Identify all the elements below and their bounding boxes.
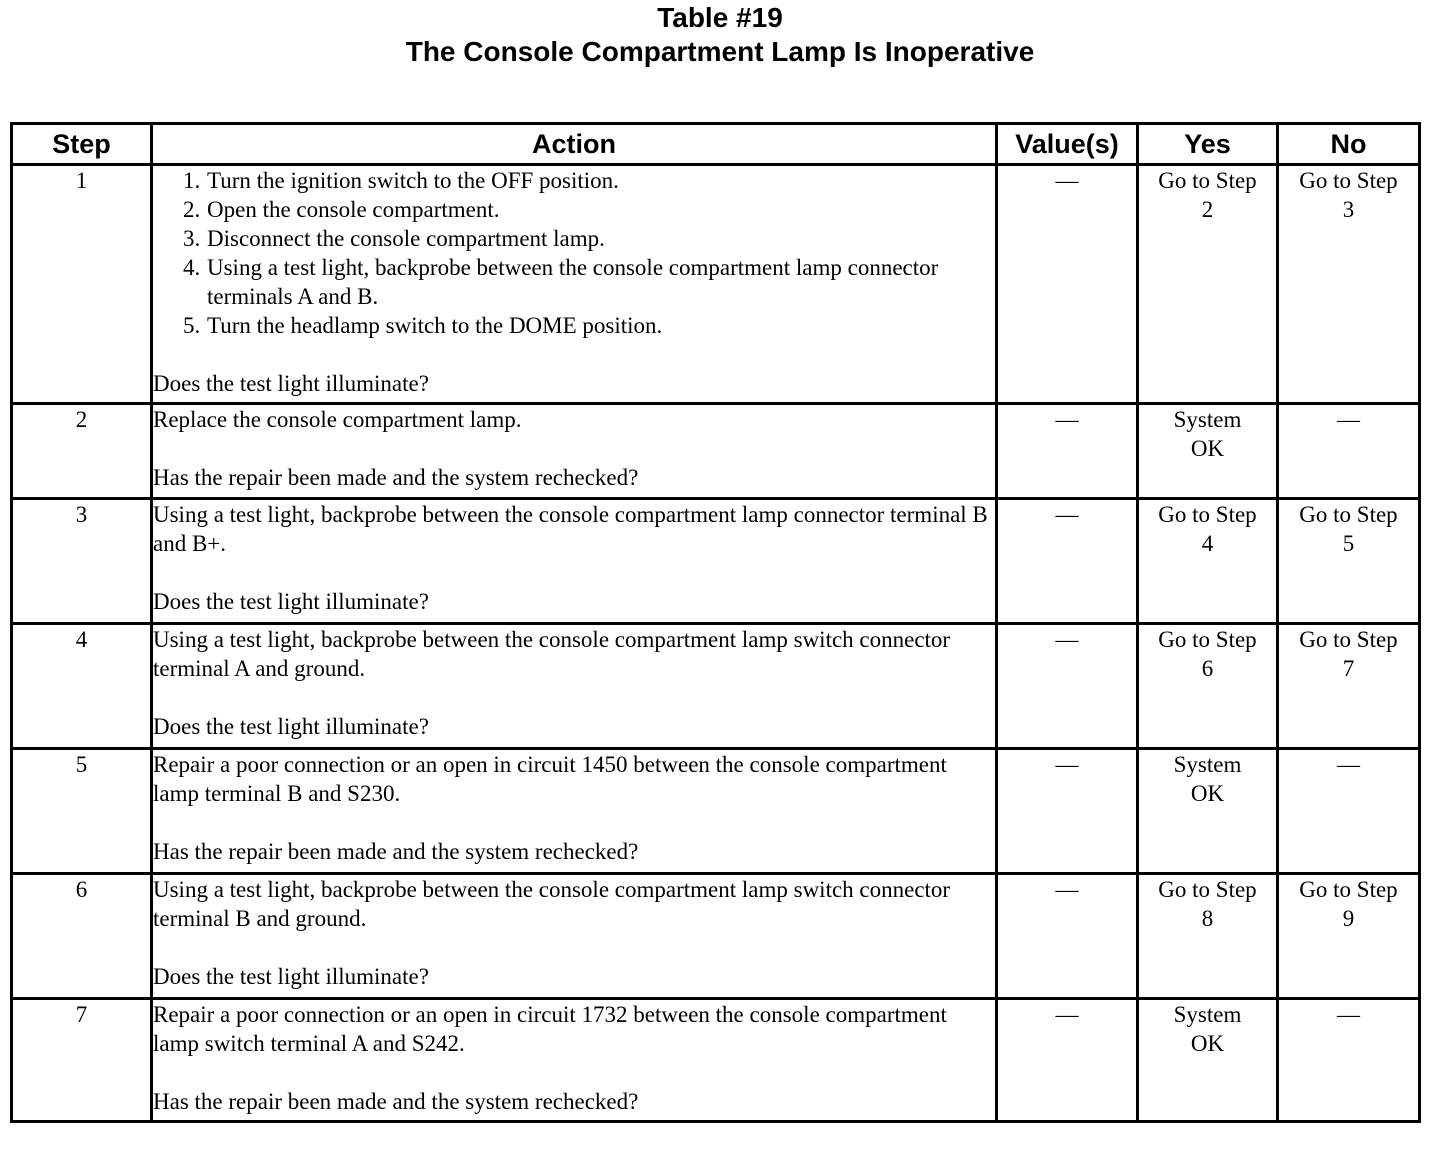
no-line: Go to Step (1299, 877, 1398, 902)
table-row (12, 999, 1420, 1122)
diagnostic-table (10, 122, 1421, 1123)
no-cell (1278, 404, 1420, 499)
no-cell (1278, 874, 1420, 999)
yes-line: System (1173, 1002, 1242, 1027)
action-cell (152, 404, 997, 499)
no-line: — (1337, 1002, 1360, 1027)
step-number: 3 (12, 499, 152, 624)
no-line: — (1337, 407, 1360, 432)
action-question: Does the test light illuminate? (153, 964, 429, 989)
no-line: 5 (1342, 531, 1355, 556)
value-cell: — (997, 404, 1138, 499)
yes-line: 6 (1201, 656, 1214, 681)
no-line: 9 (1342, 906, 1355, 931)
step-number: 1 (12, 165, 152, 404)
action-text: Using a test light, backprobe between the console compartment lamp switch connector terminal B and ground. (153, 877, 951, 931)
value-cell: — (997, 165, 1138, 404)
action-question: Does the test light illuminate? (153, 371, 429, 396)
action-text: Using a test light, backprobe between the console compartment lamp switch connector terminal A and ground. (153, 627, 951, 681)
header-row (12, 124, 1420, 165)
action-cell (152, 874, 997, 999)
header-values: Value(s) (997, 124, 1138, 165)
yes-cell (1138, 999, 1278, 1122)
step-number: 5 (12, 749, 152, 874)
yes-line: Go to Step (1158, 168, 1257, 193)
no-line: 3 (1342, 197, 1355, 222)
header-yes: Yes (1138, 124, 1278, 165)
action-cell (152, 999, 997, 1122)
yes-line: 2 (1201, 197, 1214, 222)
action-question: Does the test light illuminate? (153, 714, 429, 739)
table-row (12, 749, 1420, 874)
action-cell (152, 624, 997, 749)
no-cell (1278, 749, 1420, 874)
no-cell (1278, 624, 1420, 749)
no-line: 7 (1342, 656, 1355, 681)
action-text: Repair a poor connection or an open in circuit 1732 between the console compartment lamp switch terminal A and S242. (153, 1002, 947, 1056)
yes-line: System (1173, 752, 1242, 777)
value-cell: — (997, 749, 1138, 874)
table-title: The Console Compartment Lamp Is Inoperative (405, 36, 1035, 67)
yes-line: Go to Step (1158, 627, 1257, 652)
value-cell: — (997, 874, 1138, 999)
yes-cell (1138, 404, 1278, 499)
no-line: Go to Step (1299, 168, 1398, 193)
value-cell: — (997, 499, 1138, 624)
action-question: Has the repair been made and the system rechecked? (153, 465, 639, 490)
yes-cell (1138, 165, 1278, 404)
action-cell (152, 499, 997, 624)
action-step-item: 5. Turn the headlamp switch to the DOME position. (206, 311, 995, 340)
yes-line: Go to Step (1158, 502, 1257, 527)
no-cell (1278, 499, 1420, 624)
value-cell: — (997, 999, 1138, 1122)
yes-line: 4 (1201, 531, 1214, 556)
table-row (12, 624, 1420, 749)
table-number-title: Table #19 (657, 2, 783, 33)
no-cell (1278, 999, 1420, 1122)
yes-cell (1138, 749, 1278, 874)
yes-line: System (1173, 407, 1242, 432)
header-no: No (1278, 124, 1420, 165)
step-number: 4 (12, 624, 152, 749)
table-row (12, 499, 1420, 624)
no-line: — (1337, 752, 1360, 777)
yes-line: 8 (1201, 906, 1214, 931)
step-number: 6 (12, 874, 152, 999)
table-row (12, 404, 1420, 499)
action-text: Using a test light, backprobe between the console compartment lamp connector terminal B and B+. (153, 502, 988, 556)
yes-line: OK (1190, 436, 1225, 461)
step-number: 7 (12, 999, 152, 1122)
yes-cell (1138, 499, 1278, 624)
action-step-item: 2. Open the console compartment. (206, 195, 995, 224)
yes-line: Go to Step (1158, 877, 1257, 902)
action-cell (152, 165, 997, 404)
yes-line: OK (1190, 1031, 1225, 1056)
action-text: Replace the console compartment lamp. (153, 407, 522, 432)
action-cell (152, 749, 997, 874)
action-step-item: 4. Using a test light, backprobe between the console compartment lamp connector terminals A and B. (206, 253, 995, 311)
no-line: Go to Step (1299, 627, 1398, 652)
title-block (0, 0, 1440, 69)
table-row (12, 165, 1420, 404)
step-number: 2 (12, 404, 152, 499)
action-text: Repair a poor connection or an open in circuit 1450 between the console compartment lamp terminal B and S230. (153, 752, 947, 806)
no-cell (1278, 165, 1420, 404)
value-cell: — (997, 624, 1138, 749)
action-step-item: 3. Disconnect the console compartment lamp. (206, 224, 995, 253)
action-question: Has the repair been made and the system rechecked? (153, 839, 639, 864)
yes-cell (1138, 874, 1278, 999)
action-question: Has the repair been made and the system rechecked? (153, 1089, 639, 1114)
yes-line: OK (1190, 781, 1225, 806)
header-step: Step (12, 124, 152, 165)
no-line: Go to Step (1299, 502, 1398, 527)
yes-cell (1138, 624, 1278, 749)
header-action: Action (152, 124, 997, 165)
action-question: Does the test light illuminate? (153, 589, 429, 614)
action-step-item: 1. Turn the ignition switch to the OFF position. (206, 166, 995, 195)
action-steps-list (153, 166, 995, 340)
table-row (12, 874, 1420, 999)
